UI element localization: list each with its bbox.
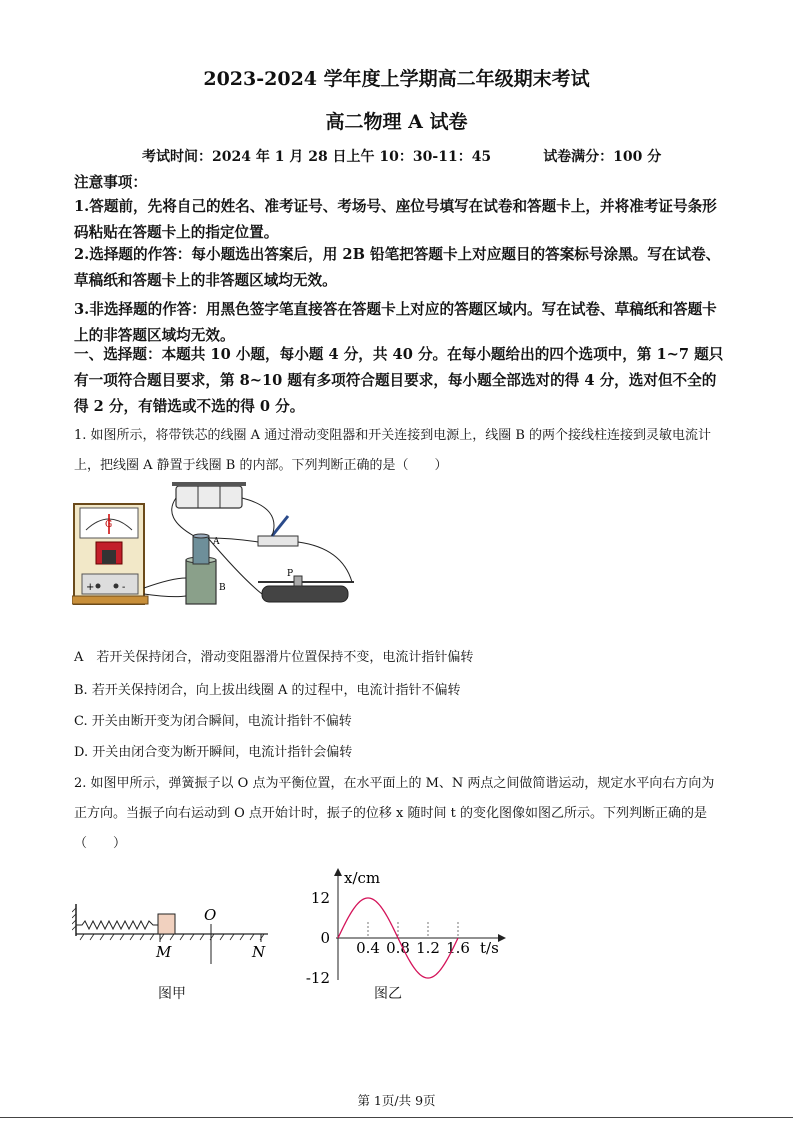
y-tick-label: -12	[305, 969, 330, 986]
exam-title: 2023-2024 学年度上学期高二年级期末考试	[203, 68, 590, 90]
coil-b	[186, 560, 216, 604]
y-axis-label: x/cm	[344, 869, 381, 887]
terminal-plus: +	[86, 582, 95, 593]
point-n: N	[252, 943, 266, 961]
oscillator-block	[158, 914, 175, 934]
switch	[258, 536, 298, 546]
section-instructions: 一、选择题：本题共 10 小题，每小题 4 分，共 40 分。在每小题给出的四个选项中，第 1~7 题只有一项符合题目要求，第 8~10 题有多项符合题目要求，每小题全部选对的得 4 分，选对但不全的得 2 分，有错选或不选的得 0 分。	[74, 346, 724, 415]
exam-subtitle: 高二物理 A 试卷	[325, 111, 468, 133]
x-tick-label: 0.8	[386, 939, 410, 957]
exam-meta	[142, 146, 661, 166]
q1-option-c: C. 开关由断开变为闭合瞬间，电流计指针不偏转	[74, 714, 352, 729]
terminal-minus: -	[122, 582, 126, 593]
figure-a-caption: 图甲	[158, 986, 186, 1002]
y-tick-label: 0	[320, 929, 330, 947]
q1-option-b: B. 若开关保持闭合，向上拔出线圈 A 的过程中，电流计指针不偏转	[74, 683, 461, 698]
y-axis-arrow	[334, 868, 342, 876]
battery	[176, 486, 242, 508]
x-tick-label: 1.2	[416, 939, 440, 957]
exam-time: 考试时间：2024 年 1 月 28 日上午 10：30-11：45	[142, 149, 492, 165]
coil-a	[193, 536, 209, 564]
notice-item: 1.答题前，先将自己的姓名、准考证号、考场号、座位号填写在试卷和答题卡上，并将准考证号条形码粘贴在答题卡上的指定位置。	[74, 198, 717, 241]
x-tick-label: 0.4	[356, 939, 380, 957]
q1-option-d: D. 开关由闭合变为断开瞬间，电流计指针会偏转	[74, 745, 353, 760]
notice-item: 3.非选择题的作答：用黑色签字笔直接答在答题卡上对应的答题区域内。写在试卷、草稿纸和答题卡上的非答题区域均无效。	[74, 301, 717, 344]
spring-oscillator-figure	[72, 900, 282, 970]
footer-rule	[0, 1117, 793, 1118]
point-m: M	[156, 943, 172, 961]
page-number: 第 1页/共 9页	[357, 1093, 436, 1108]
notice-item: 2.选择题的作答：每小题选出答案后，用 2B 铅笔把答题卡上对应题目的答案标号涂黑。写在试卷、草稿纸和答题卡上的非答题区域均无效。	[74, 246, 721, 289]
ground-hatch	[80, 934, 264, 940]
point-o: O	[204, 906, 217, 924]
x-tick-label: 1.6	[446, 939, 470, 957]
coil-b-label: B	[219, 583, 226, 593]
x-axis-arrow	[498, 934, 506, 942]
full-score: 试卷满分：100 分	[543, 149, 662, 165]
displacement-time-chart	[300, 862, 510, 986]
question-2-stem: 2. 如图甲所示，弹簧振子以 O 点为平衡位置，在水平面上的 M、N 两点之间做简谐运动，规定水平向右方向为正方向。当振子向右运动到 O 点开始计时，振子的位移 x 随时间 t 的变化图像如图乙所示。下列判断正确的是（ ）	[74, 776, 715, 851]
galvanometer-label: G	[105, 520, 113, 530]
slider-label: P	[287, 569, 294, 579]
electromagnetic-induction-figure	[72, 478, 362, 614]
rheostat	[262, 586, 348, 602]
q1-option-a: A 若开关保持闭合，滑动变阻器滑片位置保持不变，电流计指针偏转	[74, 650, 474, 665]
question-1-stem: 1. 如图所示，将带铁芯的线圈 A 通过滑动变阻器和开关连接到电源上，线圈 B 的两个接线柱连接到灵敏电流计上，把线圈 A 静置于线圈 B 的内部。下列判断正确的是（ ）	[74, 428, 712, 473]
figure-b-caption: 图乙	[374, 986, 402, 1002]
coil-a-label: A	[213, 537, 220, 547]
x-axis-label: t/s	[480, 939, 499, 957]
spring	[76, 921, 158, 929]
notice-heading: 注意事项：	[74, 174, 147, 191]
y-tick-label: 12	[310, 889, 330, 907]
